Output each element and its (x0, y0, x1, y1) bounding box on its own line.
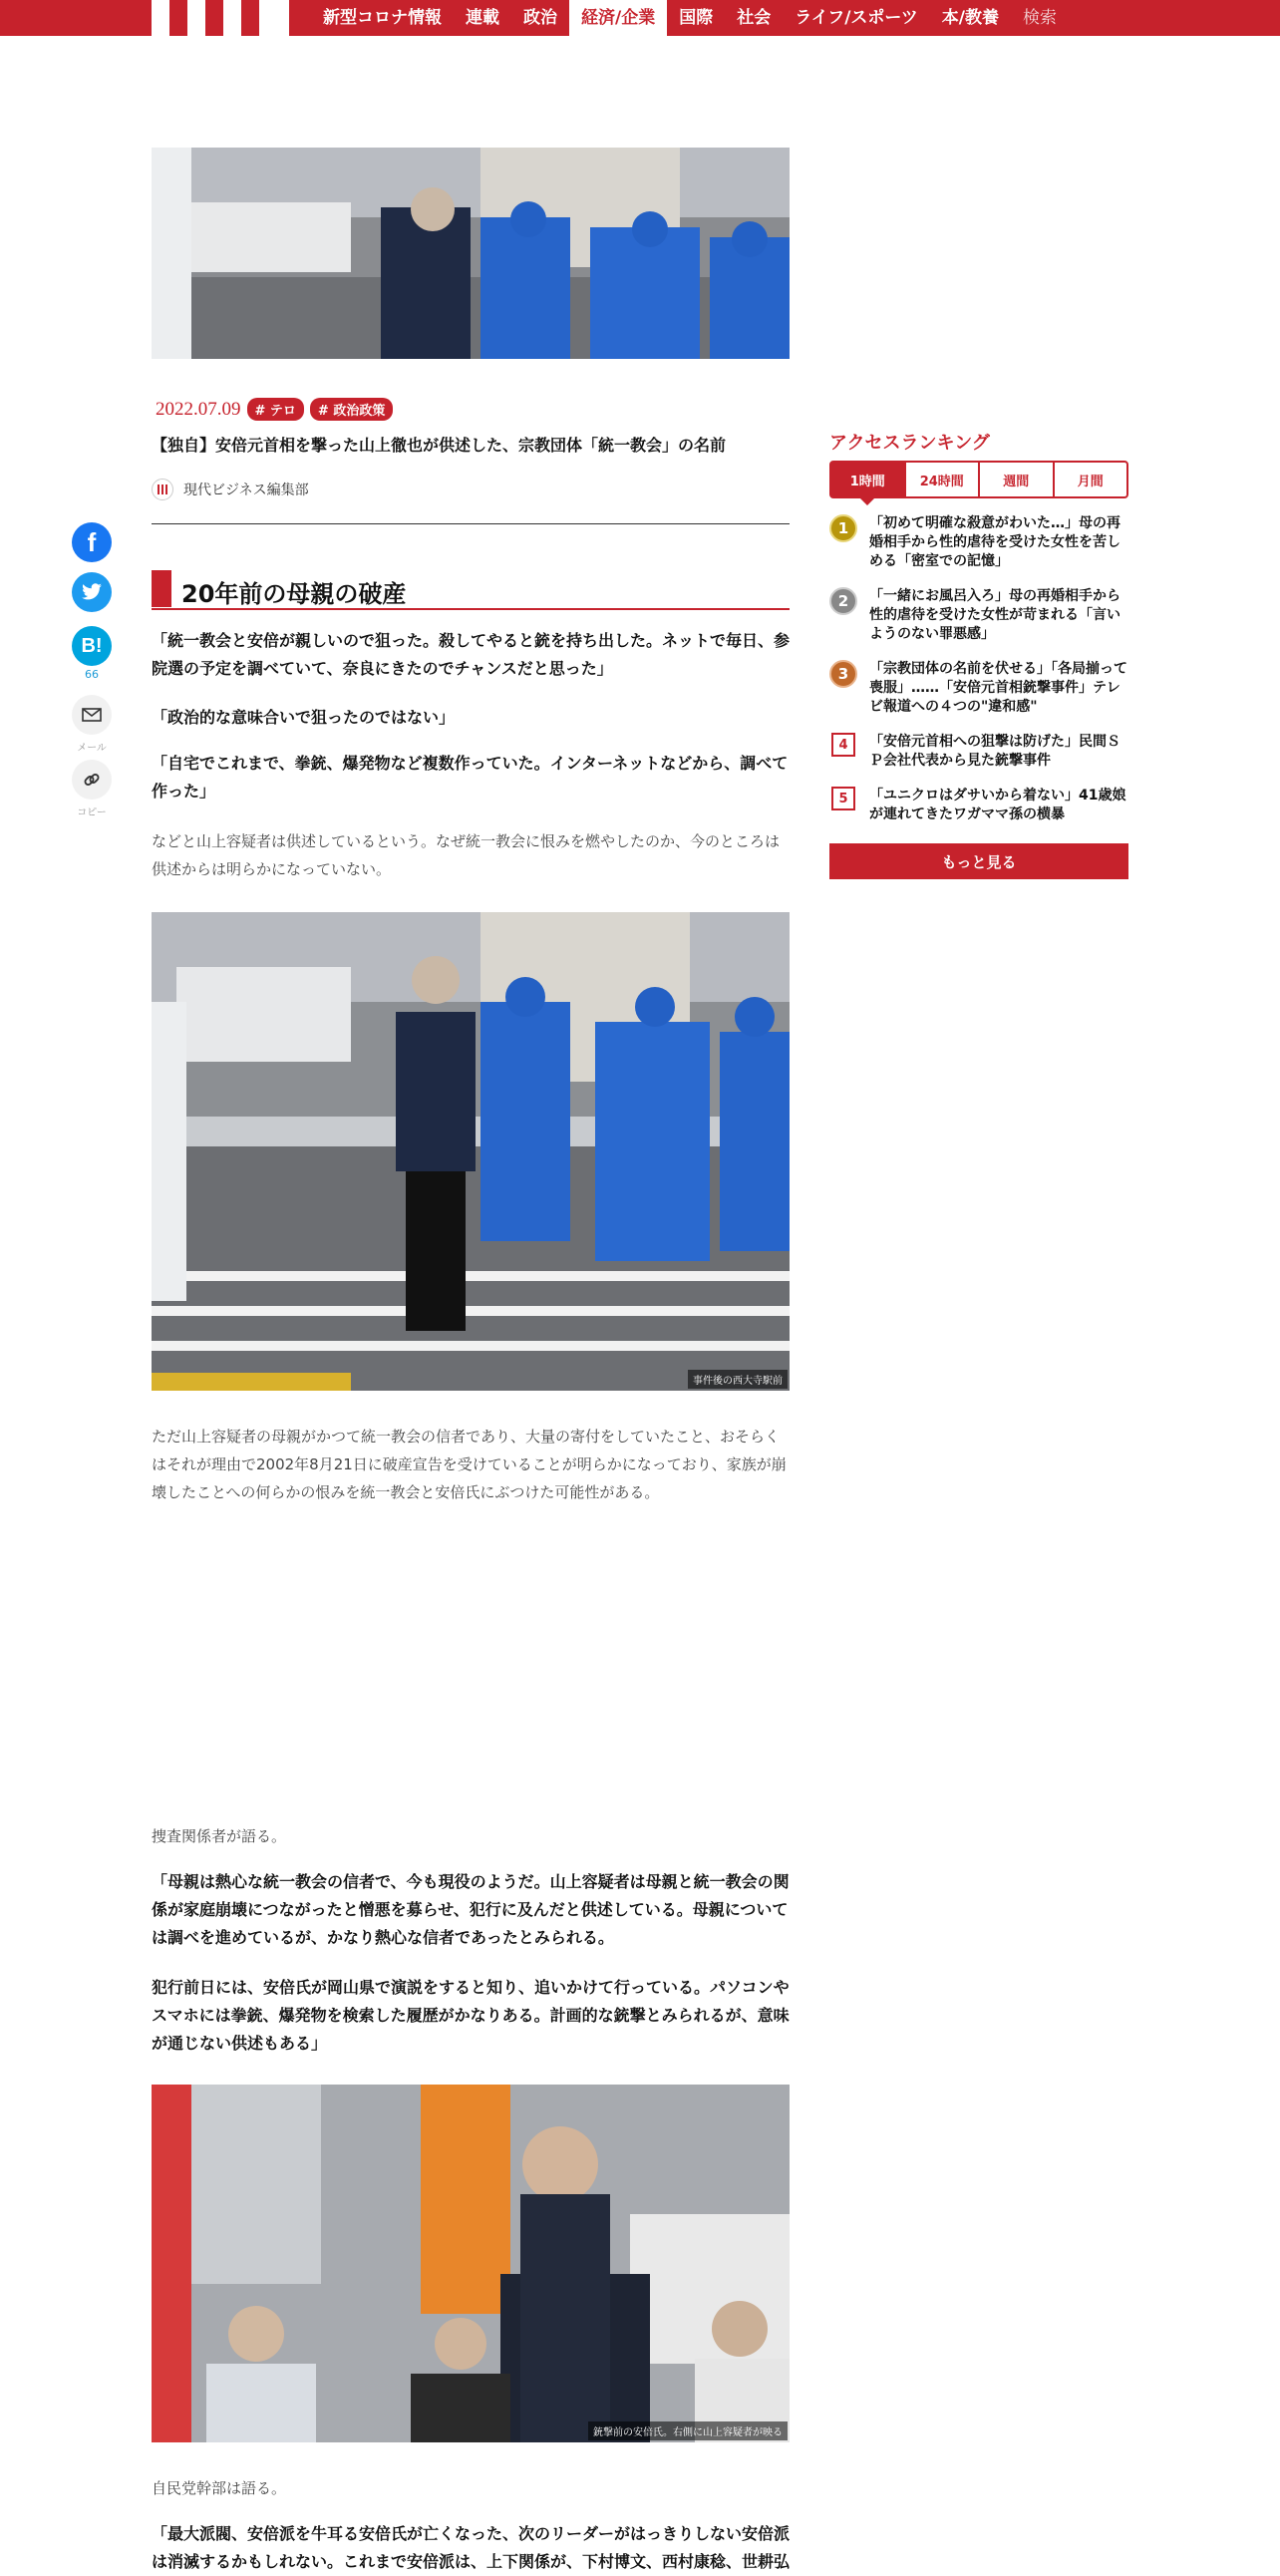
hero-photo (152, 148, 790, 359)
rank-badge-gold: 1 (829, 514, 857, 542)
nav-item-series[interactable]: 連載 (466, 8, 499, 28)
quote-paragraph: 「最大派閥、安倍派を牛耳る安倍氏が亡くなった、次のリーダーがはっきりしない安倍派は消滅するかもしれない。これまで安倍派は、上下関係が、下村博文、西村康稔、世耕弘 (152, 2524, 791, 2571)
rank-badge-bronze: 3 (829, 660, 857, 688)
ranking-title: アクセスランキング (829, 433, 990, 454)
rank-badge: 4 (831, 733, 855, 757)
share-mail[interactable] (72, 695, 112, 754)
ranking-tabs (829, 461, 1128, 498)
facebook-icon[interactable]: f (72, 522, 112, 562)
more-button[interactable]: もっと見る (829, 843, 1128, 879)
nav-item-international[interactable]: 国際 (679, 8, 714, 28)
author-line[interactable] (152, 479, 309, 500)
tag-politics[interactable]: # 政治政策 (310, 398, 393, 421)
share-twitter[interactable] (72, 572, 112, 612)
author-avatar-icon (152, 479, 173, 500)
tab-1hour[interactable]: 1時間 (831, 463, 904, 496)
nav-item-corona[interactable]: 新型コロナ情報 (323, 8, 442, 28)
body-paragraph: 自民党幹部は語る。 (152, 2479, 287, 2497)
twitter-icon[interactable] (72, 572, 112, 612)
tag-terror[interactable]: # テロ (247, 398, 304, 421)
rank-badge: 5 (831, 787, 855, 810)
publish-date: 2022.07.09 (156, 398, 241, 420)
author-name[interactable]: 現代ビジネス編集部 (183, 483, 309, 498)
photo-caption: 事件後の西大寺駅前 (688, 1370, 788, 1389)
quote-paragraph: 「統一教会と安倍が親しいので狙った。殺してやると銃を持ち出した。ネットで毎日、参院選の予定を調べていて、奈良にきたのでチャンスだと思った」 (152, 631, 791, 678)
divider (152, 523, 790, 524)
ranking-item-title[interactable]: 「宗教団体の名前を伏せる」「各局揃って喪服」……「安倍元首相銃撃事件」テレビ報道への４つの"違和感" (869, 661, 1127, 715)
copy-label: コピー (77, 807, 107, 818)
mail-icon[interactable] (72, 695, 112, 735)
article-meta (156, 398, 393, 421)
site-logo[interactable] (152, 0, 289, 36)
article-photo-1 (152, 912, 790, 1391)
quote-paragraph: 「自宅でこれまで、拳銃、爆発物など複数作っていた。インターネットなどから、調べて作った」 (152, 754, 789, 801)
nav-item-economy[interactable]: 経済/企業 (569, 0, 667, 36)
section-heading-bar (152, 570, 171, 607)
nav-item-books[interactable]: 本/教養 (941, 8, 999, 28)
quote-paragraph: 「母親は熱心な統一教会の信者で、今も現役のようだ。山上容疑者は母親と統一教会の関係が家庭崩壊につながったと憎悪を募らせ、犯行に及んだと供述している。母親については調べを進めているが、かなり熱心な信者であったとみられる。 (152, 1872, 790, 1947)
ranking-item-title[interactable]: 「安倍元首相への狙撃は防げた」民間ＳＰ会社代表から見た銃撃事件 (869, 734, 1120, 769)
nav-list (311, 0, 1069, 36)
section-heading-title: 20年前の母親の破産 (181, 580, 407, 608)
rank-badge-silver: 2 (829, 587, 857, 615)
nav-search-button[interactable]: 検索 (1022, 8, 1057, 28)
body-paragraph: 捜査関係者が語る。 (152, 1827, 287, 1845)
hatena-count: 66 (85, 668, 99, 681)
section-heading (152, 570, 790, 610)
article-headline: 【独自】安倍元首相を撃った山上徹也が供述した、宗教団体「統一教会」の名前 (152, 436, 727, 455)
photo-caption: 銃撃前の安倍氏。右側に山上容疑者が映る (588, 2421, 788, 2440)
share-copy[interactable] (72, 760, 112, 818)
share-facebook[interactable] (72, 522, 112, 562)
article-photo-2 (152, 2085, 790, 2442)
tab-weekly[interactable]: 週間 (978, 463, 1053, 496)
link-icon[interactable] (72, 760, 112, 800)
quote-paragraph: 「政治的な意味合いで狙ったのではない」 (152, 708, 456, 727)
ranking-item-title[interactable]: 「初めて明確な殺意がわいた…」母の再婚相手から性的虐待を受けた女性を苦しめる「密室での記憶」 (869, 515, 1120, 569)
ranking-item-title[interactable]: 「ユニクロはダサいから着ない」41歳娘が連れてきたワガママ孫の横暴 (869, 788, 1126, 822)
mail-label: メール (77, 743, 107, 754)
tab-24hours[interactable]: 24時間 (904, 463, 979, 496)
body-paragraph: などと山上容疑者は供述しているという。なぜ統一教会に恨みを燃やしたのか、今のところは供述からは明らかになっていない。 (152, 832, 781, 878)
nav-item-politics[interactable]: 政治 (523, 8, 557, 28)
hatena-icon[interactable]: B! (72, 626, 112, 666)
quote-paragraph: 犯行前日には、安倍氏が岡山県で演説をすると知り、追いかけて行っている。パソコンやスマホには拳銃、爆発物を検索した履歴がかなりある。計画的な銃撃とみられるが、意味が通じない供述もある」 (152, 1978, 790, 2053)
tab-monthly[interactable]: 月間 (1053, 463, 1127, 496)
body-paragraph: ただ山上容疑者の母親がかつて統一教会の信者であり、大量の寄付をしていたこと、おそらくはそれが理由で2002年8月21日に破産宣告を受けていることが明らかになっており、家族が崩壊したことへの何らかの恨みを統一教会と安倍氏にぶつけた可能性がある。 (152, 1428, 787, 1501)
nav-item-society[interactable]: 社会 (737, 8, 772, 28)
ranking-item-title[interactable]: 「一緒にお風呂入ろ」母の再婚相手から性的虐待を受けた女性が苛まれる「言いようのない罪悪感」 (869, 588, 1120, 642)
top-navigation (0, 0, 1280, 36)
share-hatena[interactable] (72, 626, 112, 681)
nav-item-life-sports[interactable]: ライフ/スポーツ (795, 8, 918, 28)
